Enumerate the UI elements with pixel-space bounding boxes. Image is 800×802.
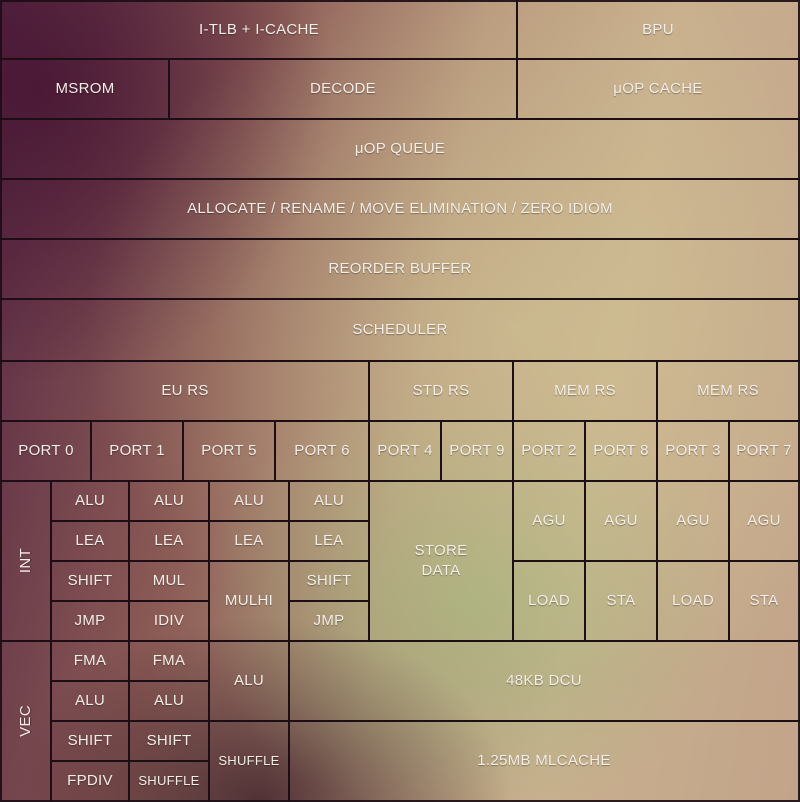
uop-cache-block: μOP CACHE [516,58,800,120]
int-label: INT [17,548,34,574]
int-section-label [0,480,52,642]
p0-alu-unit: ALU [50,480,130,522]
uop-queue-block: μOP QUEUE [0,118,800,180]
mem-rs-block: MEM RS [656,360,800,422]
p5-vec-alu-unit: ALU [208,640,290,722]
reorder-buffer-block: REORDER BUFFER [0,238,800,300]
store-data-unit: STORE DATA [368,480,514,642]
p1-shuffle-unit: SHUFFLE [128,760,210,802]
port-6: PORT 6 [274,420,370,482]
port-7: PORT 7 [728,420,800,482]
allocate-rename-block: ALLOCATE / RENAME / MOVE ELIMINATION / ZERO IDIOM [0,178,800,240]
p0-vec-shift-unit: SHIFT [50,720,130,762]
p0-lea-unit: LEA [50,520,130,562]
port-5: PORT 5 [182,420,276,482]
p1-idiv-unit: IDIV [128,600,210,642]
p5-alu-unit: ALU [208,480,290,522]
p2-agu-unit: AGU [512,480,586,562]
p0-fma-unit: FMA [50,640,130,682]
p7-sta-unit: STA [728,560,800,642]
port-1: PORT 1 [90,420,184,482]
p0-shift-unit: SHIFT [50,560,130,602]
p0-vec-alu-unit: ALU [50,680,130,722]
vec-label: VEC [17,705,34,737]
mlcache-block: 1.25MB MLCACHE [288,720,800,802]
eu-rs-block: EU RS [0,360,370,422]
p1-lea-unit: LEA [128,520,210,562]
p7-agu-unit: AGU [728,480,800,562]
p0-fpdiv-unit: FPDIV [50,760,130,802]
p3-agu-unit: AGU [656,480,730,562]
p1-alu-unit: ALU [128,480,210,522]
p3-load-unit: LOAD [656,560,730,642]
p2-load-unit: LOAD [512,560,586,642]
p6-shift-unit: SHIFT [288,560,370,602]
p1-vec-alu-unit: ALU [128,680,210,722]
p0-jmp-unit: JMP [50,600,130,642]
p1-fma-unit: FMA [128,640,210,682]
port-0: PORT 0 [0,420,92,482]
p8-sta-unit: STA [584,560,658,642]
mem-rs-block: MEM RS [512,360,658,422]
p5-shuffle-unit: SHUFFLE [208,720,290,802]
msrom-block: MSROM [0,58,170,120]
bpu-block: BPU [516,0,800,60]
port-3: PORT 3 [656,420,730,482]
p1-mul-unit: MUL [128,560,210,602]
port-8: PORT 8 [584,420,658,482]
vec-section-label [0,640,52,802]
p5-mulhi-unit: MULHI [208,560,290,642]
dcu-cache-block: 48KB DCU [288,640,800,722]
p6-lea-unit: LEA [288,520,370,562]
p5-lea-unit: LEA [208,520,290,562]
itlb-icache-block: I-TLB + I-CACHE [0,0,518,60]
p6-alu-unit: ALU [288,480,370,522]
p1-vec-shift-unit: SHIFT [128,720,210,762]
std-rs-block: STD RS [368,360,514,422]
port-4: PORT 4 [368,420,442,482]
p8-agu-unit: AGU [584,480,658,562]
decode-block: DECODE [168,58,518,120]
port-9: PORT 9 [440,420,514,482]
p6-jmp-unit: JMP [288,600,370,642]
port-2: PORT 2 [512,420,586,482]
scheduler-block: SCHEDULER [0,298,800,362]
